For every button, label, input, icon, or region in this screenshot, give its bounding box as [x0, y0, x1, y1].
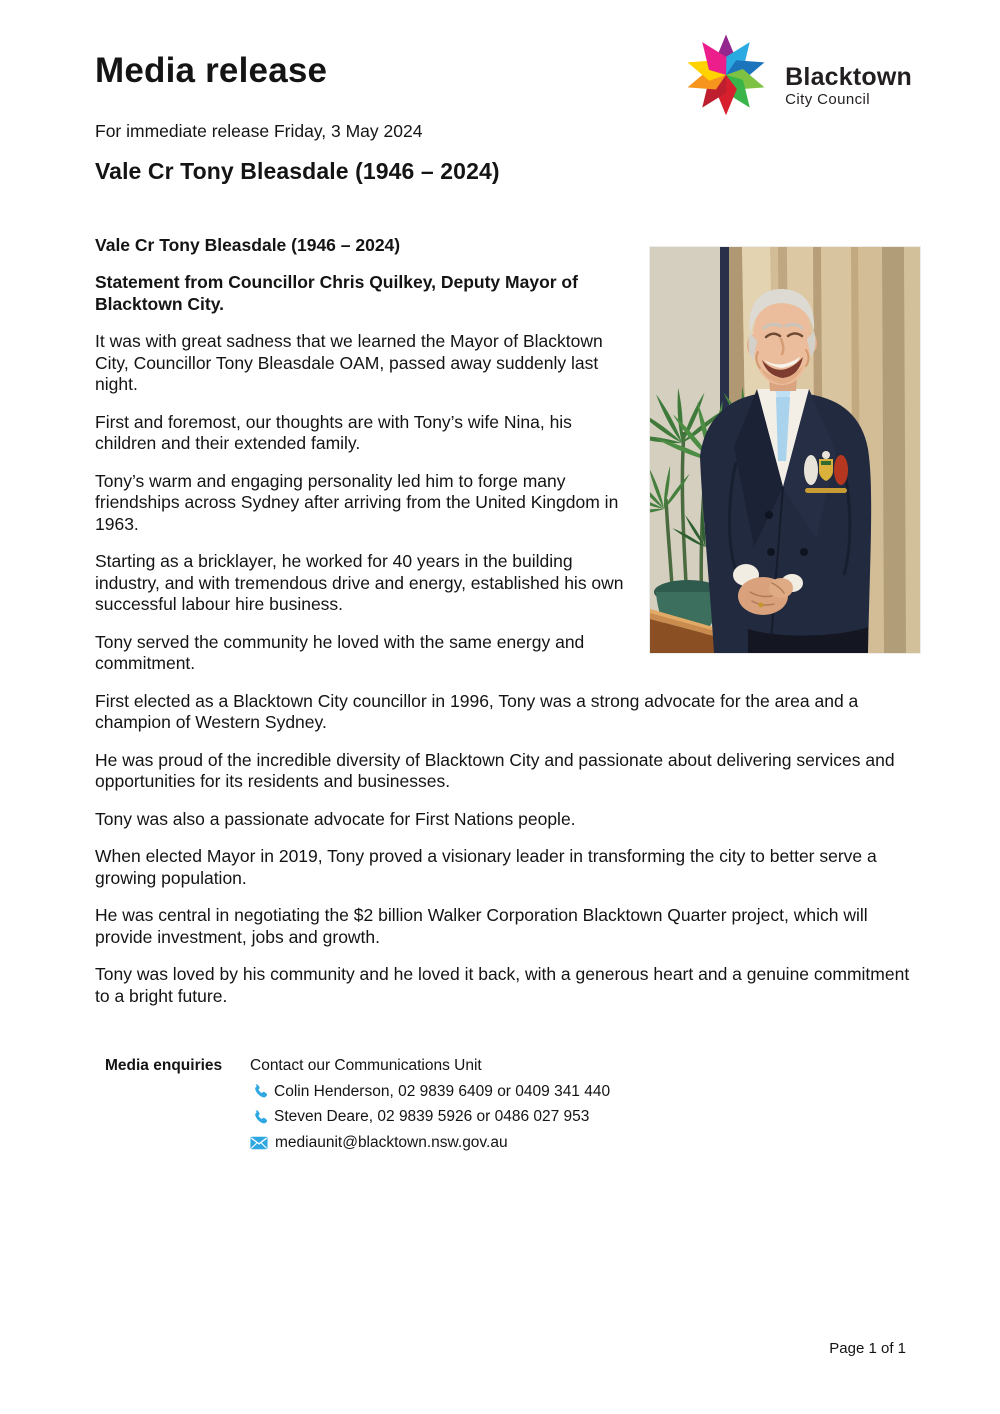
logo-text — [785, 39, 912, 108]
media-enquiries — [95, 1053, 920, 1155]
headline: Vale Cr Tony Bleasdale (1946 – 2024) — [95, 157, 500, 184]
email-icon — [250, 1136, 268, 1150]
contact-row — [250, 1130, 610, 1156]
body-subheading: Vale Cr Tony Bleasdale (1946 – 2024) — [95, 234, 401, 255]
contact-line — [250, 1053, 610, 1079]
phone-icon — [250, 1083, 267, 1100]
council-star-icon — [679, 24, 773, 122]
council-logo — [679, 24, 912, 122]
contact-text: Colin Henderson, 02 9839 6409 or 0409 341 440 — [274, 1082, 611, 1100]
paragraph: First and foremost, our thoughts are with Tony’s wife Nina, his children and their extended family. — [95, 411, 572, 454]
page-title: Media release — [95, 51, 328, 90]
media-enquiries-label: Media enquiries — [105, 1057, 223, 1075]
logo-subname: City Council — [785, 90, 870, 108]
page-number: Page 1 of 1 — [829, 1340, 906, 1357]
statement-heading: Statement from Councillor Chris Quilkey, Deputy Mayor of Blacktown City. — [95, 272, 578, 314]
media-enquiries-content — [250, 1053, 610, 1155]
phone-icon — [250, 1109, 267, 1126]
paragraph: When elected Mayor in 2019, Tony proved a visionary leader in transforming the city to better serve a growing population. — [95, 846, 877, 888]
contact-row — [250, 1104, 610, 1130]
paragraph: He was proud of the incredible diversity of Blacktown City and passionate about delivering services and opportunities for its residents and businesses. — [95, 749, 895, 792]
contact-text: mediaunit@blacktown.nsw.gov.au — [275, 1133, 508, 1151]
header — [95, 51, 920, 108]
paragraph: Starting as a bricklayer, he worked for 40 years in the building industry, and with tremendous drive and energy, established his own successful labour hire business. — [95, 551, 624, 615]
paragraph: It was with great sadness that we learned the Mayor of Blacktown City, Councillor Tony Bleasdale OAM, passed away suddenly last night. — [95, 331, 603, 395]
paragraph: Tony served the community he loved with the same energy and commitment. — [95, 631, 585, 674]
article-body — [95, 235, 920, 1008]
paragraph: Tony was also a passionate advocate for First Nations people. — [95, 808, 576, 829]
paragraph: He was central in negotiating the $2 billion Walker Corporation Blacktown Quarter project, which will provide investment, jobs and growth. — [95, 905, 868, 947]
release-date-line: For immediate release Friday, 3 May 2024 — [95, 120, 423, 141]
paragraph: First elected as a Blacktown City councillor in 1996, Tony was a strong advocate for the area and a champion of Western Sydney. — [95, 690, 859, 733]
portrait-photo-illustration — [650, 247, 920, 653]
logo-name: Blacktown — [785, 62, 912, 91]
contact-line-text: Contact our Communications Unit — [250, 1057, 482, 1075]
contact-text: Steven Deare, 02 9839 5926 or 0486 027 953 — [274, 1108, 590, 1126]
contact-row — [250, 1079, 610, 1105]
paragraph: Tony’s warm and engaging personality led him to forge many friendships across Sydney after arriving from the United Kingdom in 1963. — [95, 470, 619, 534]
paragraph: Tony was loved by his community and he loved it back, with a generous heart and a genuine commitment to a bright future. — [95, 964, 910, 1006]
portrait-photo — [650, 247, 920, 653]
